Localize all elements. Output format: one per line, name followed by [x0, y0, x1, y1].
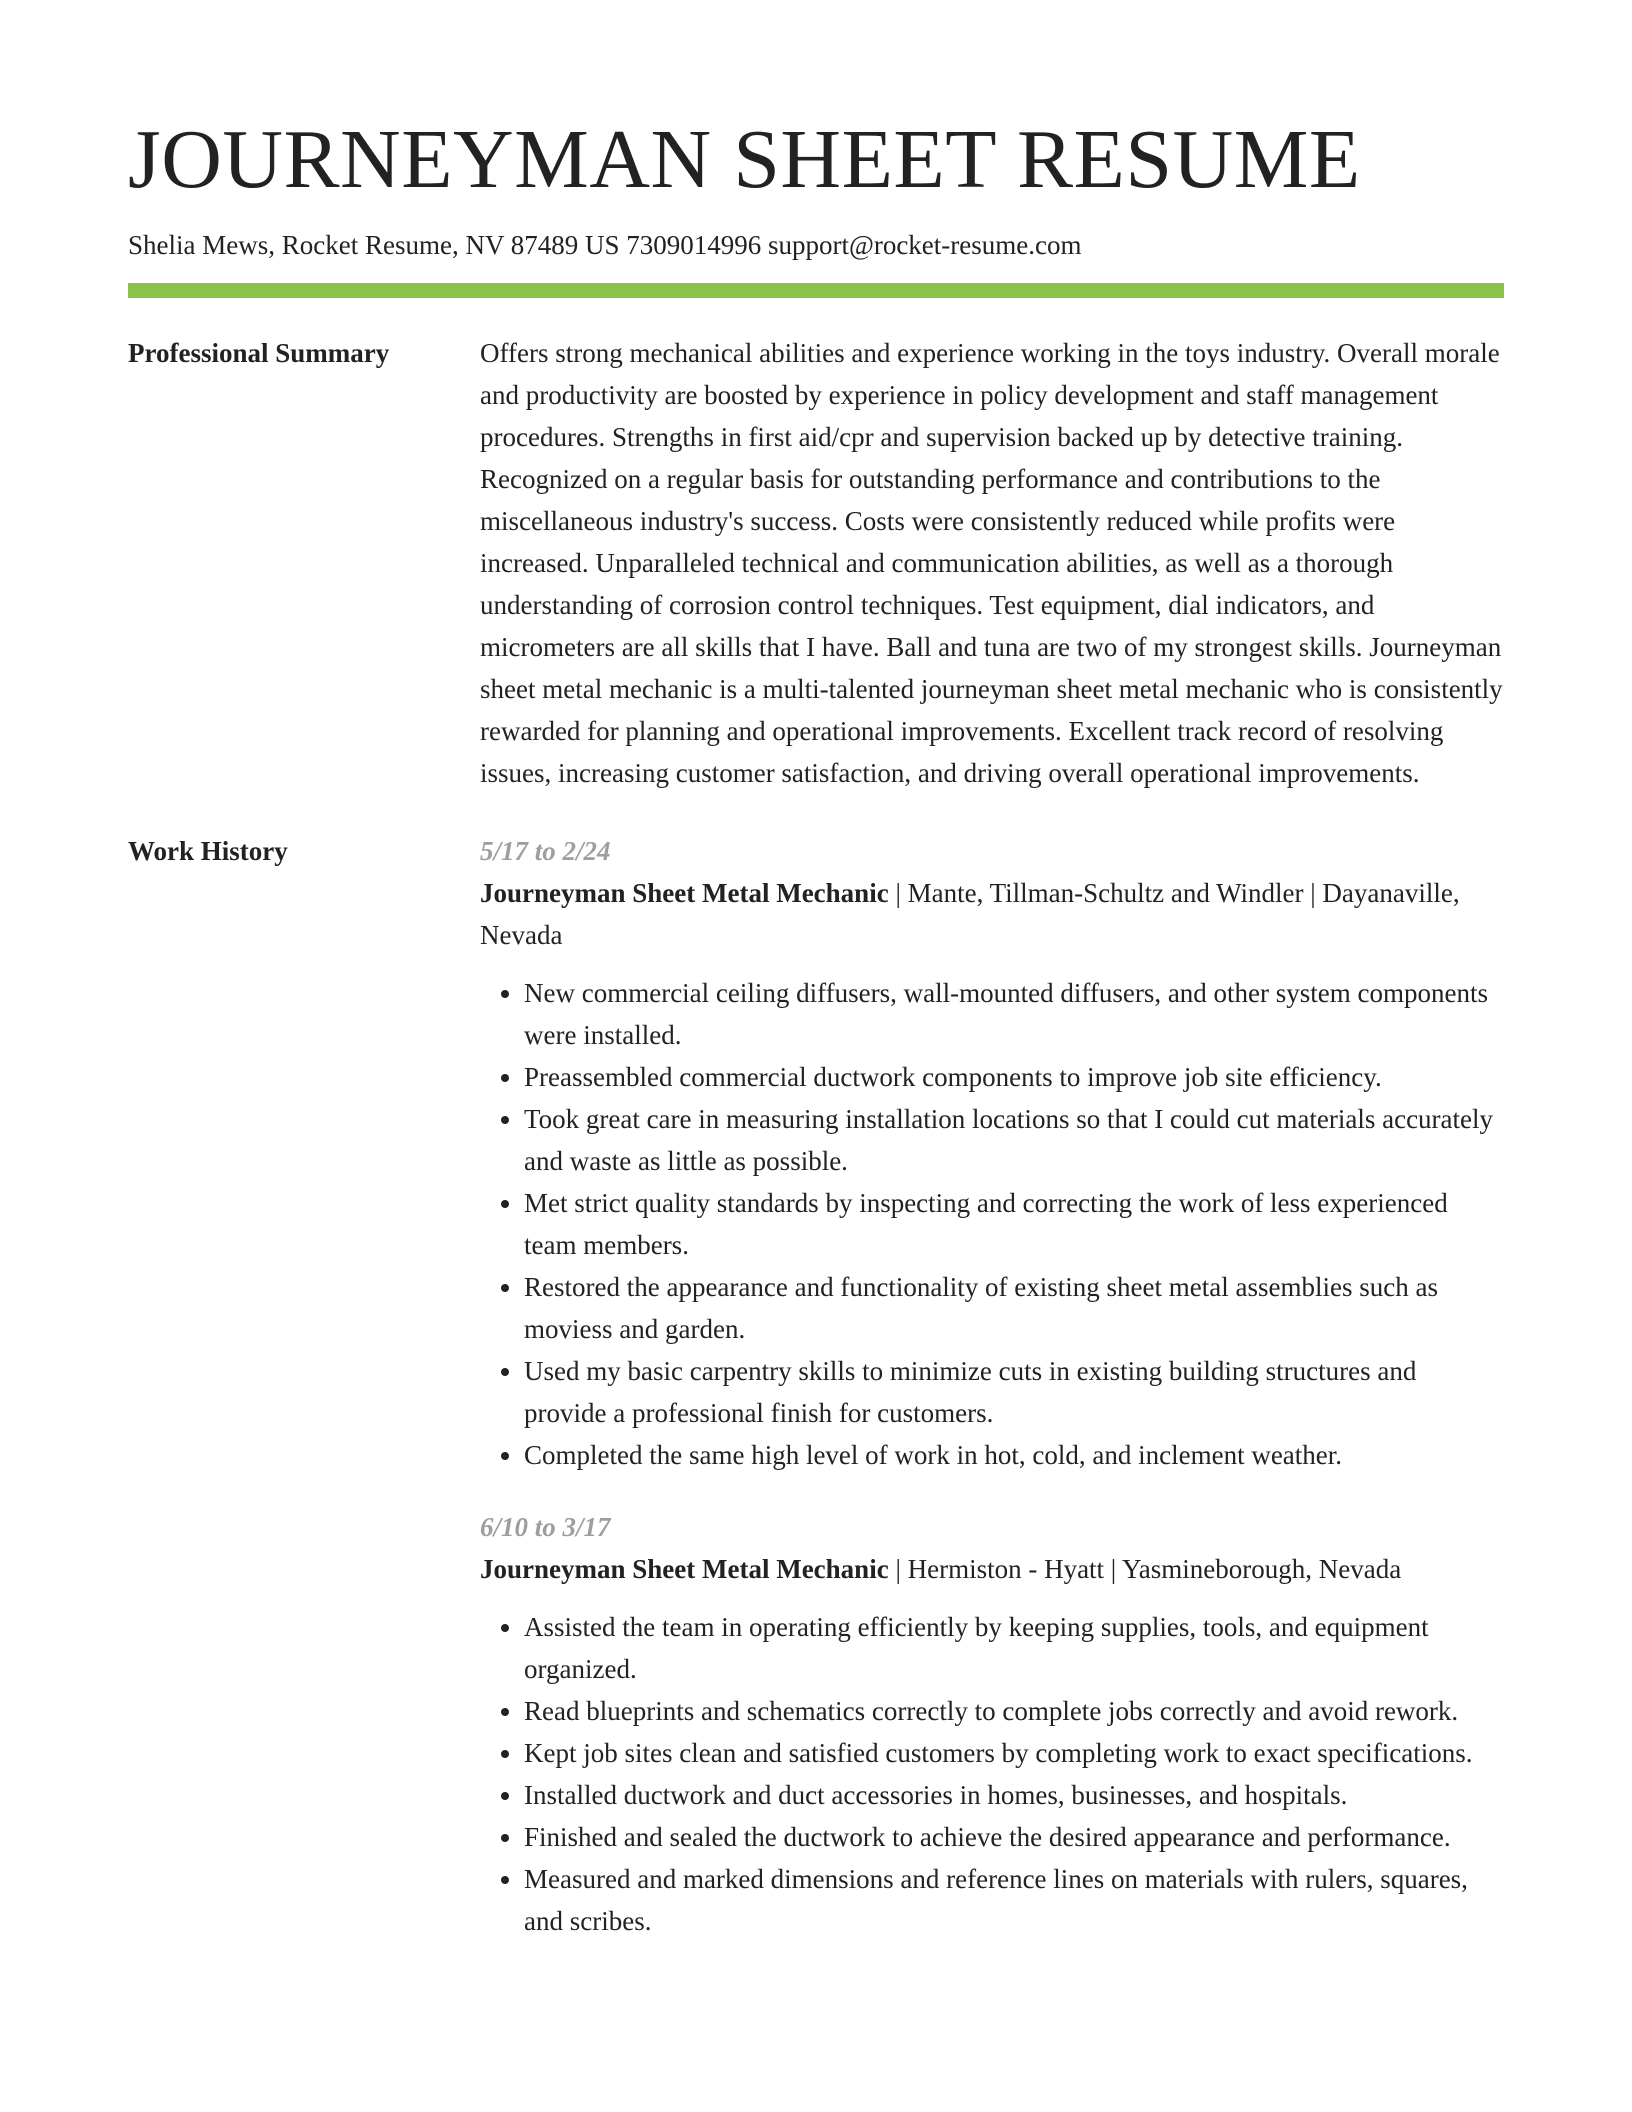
job-bullet: • Restored the appearance and functionality of existing sheet metal assemblies such as moviess and garden. — [524, 1266, 1504, 1350]
summary-section — [128, 332, 1504, 794]
job-dates: 6/10 to 3/17 — [480, 1512, 611, 1543]
resume-title: JOURNEYMAN SHEET RESUME — [128, 113, 1361, 206]
job-entry — [480, 830, 1504, 1476]
header-divider — [128, 283, 1504, 298]
job-bullet: • Finished and sealed the ductwork to achieve the desired appearance and performance. — [524, 1816, 1504, 1858]
job-title: Journeyman Sheet Metal Mechanic — [480, 1554, 889, 1585]
job-entry — [480, 1506, 1504, 1942]
job-title: Journeyman Sheet Metal Mechanic — [480, 878, 889, 909]
job-details: | Hermiston - Hyatt | Yasmineborough, Nevada — [888, 1554, 1402, 1585]
job-bullet: • New commercial ceiling diffusers, wall-mounted diffusers, and other system components were installed. — [524, 972, 1504, 1056]
job-bullet: • Met strict quality standards by inspecting and correcting the work of less experienced team members. — [524, 1182, 1504, 1266]
summary-heading: Professional Summary — [128, 338, 390, 369]
job-header — [480, 872, 1504, 956]
contact-line: Shelia Mews, Rocket Resume, NV 87489 US 7309014996 support@rocket-resume.com — [128, 230, 1082, 260]
resume-page — [128, 113, 1504, 1972]
job-details: | Mante, Tillman-Schultz and Windler | Dayanaville, Nevada — [480, 878, 1460, 951]
work-history-heading: Work History — [128, 836, 288, 867]
job-bullet: • Completed the same high level of work in hot, cold, and inclement weather. — [524, 1434, 1504, 1476]
job-bullet: • Read blueprints and schematics correctly to complete jobs correctly and avoid rework. — [524, 1690, 1504, 1732]
work-history-section — [128, 830, 1504, 1972]
job-bullet: • Preassembled commercial ductwork components to improve job site efficiency. — [524, 1056, 1504, 1098]
job-bullet: • Measured and marked dimensions and reference lines on materials with rulers, squares, and scribes. — [524, 1858, 1504, 1942]
summary-text: Offers strong mechanical abilities and experience working in the toys industry. Overall morale and productivity are boosted by experience in policy development and staff management procedures. Strengths in first aid/cpr and supervision backed up by detective training. Recognized on a regular basis for outstanding performance and contributions to the miscellaneous industry's success. Costs were consistently reduced while profits were increased. Unparalleled technical and communication abilities, as well as a thorough understanding of corrosion control techniques. Test equipment, dial indicators, and micrometers are all skills that I have. Ball and tuna are two of my strongest skills. Journeyman sheet metal mechanic is a multi-talented journeyman sheet metal mechanic who is consistently rewarded for planning and operational improvements. Excellent track record of resolving issues, increasing customer satisfaction, and driving overall operational improvements. — [480, 338, 1503, 789]
job-bullet: • Took great care in measuring installation locations so that I could cut materials accurately and waste as little as possible. — [524, 1098, 1504, 1182]
job-bullets — [480, 1606, 1504, 1942]
job-bullet: • Installed ductwork and duct accessories in homes, businesses, and hospitals. — [524, 1774, 1504, 1816]
job-bullet: • Used my basic carpentry skills to minimize cuts in existing building structures and provide a professional finish for customers. — [524, 1350, 1504, 1434]
job-dates: 5/17 to 2/24 — [480, 836, 611, 867]
job-bullet: • Kept job sites clean and satisfied customers by completing work to exact specifications. — [524, 1732, 1504, 1774]
job-bullet: • Assisted the team in operating efficiently by keeping supplies, tools, and equipment organized. — [524, 1606, 1504, 1690]
job-bullets — [480, 972, 1504, 1476]
job-header — [480, 1548, 1504, 1590]
